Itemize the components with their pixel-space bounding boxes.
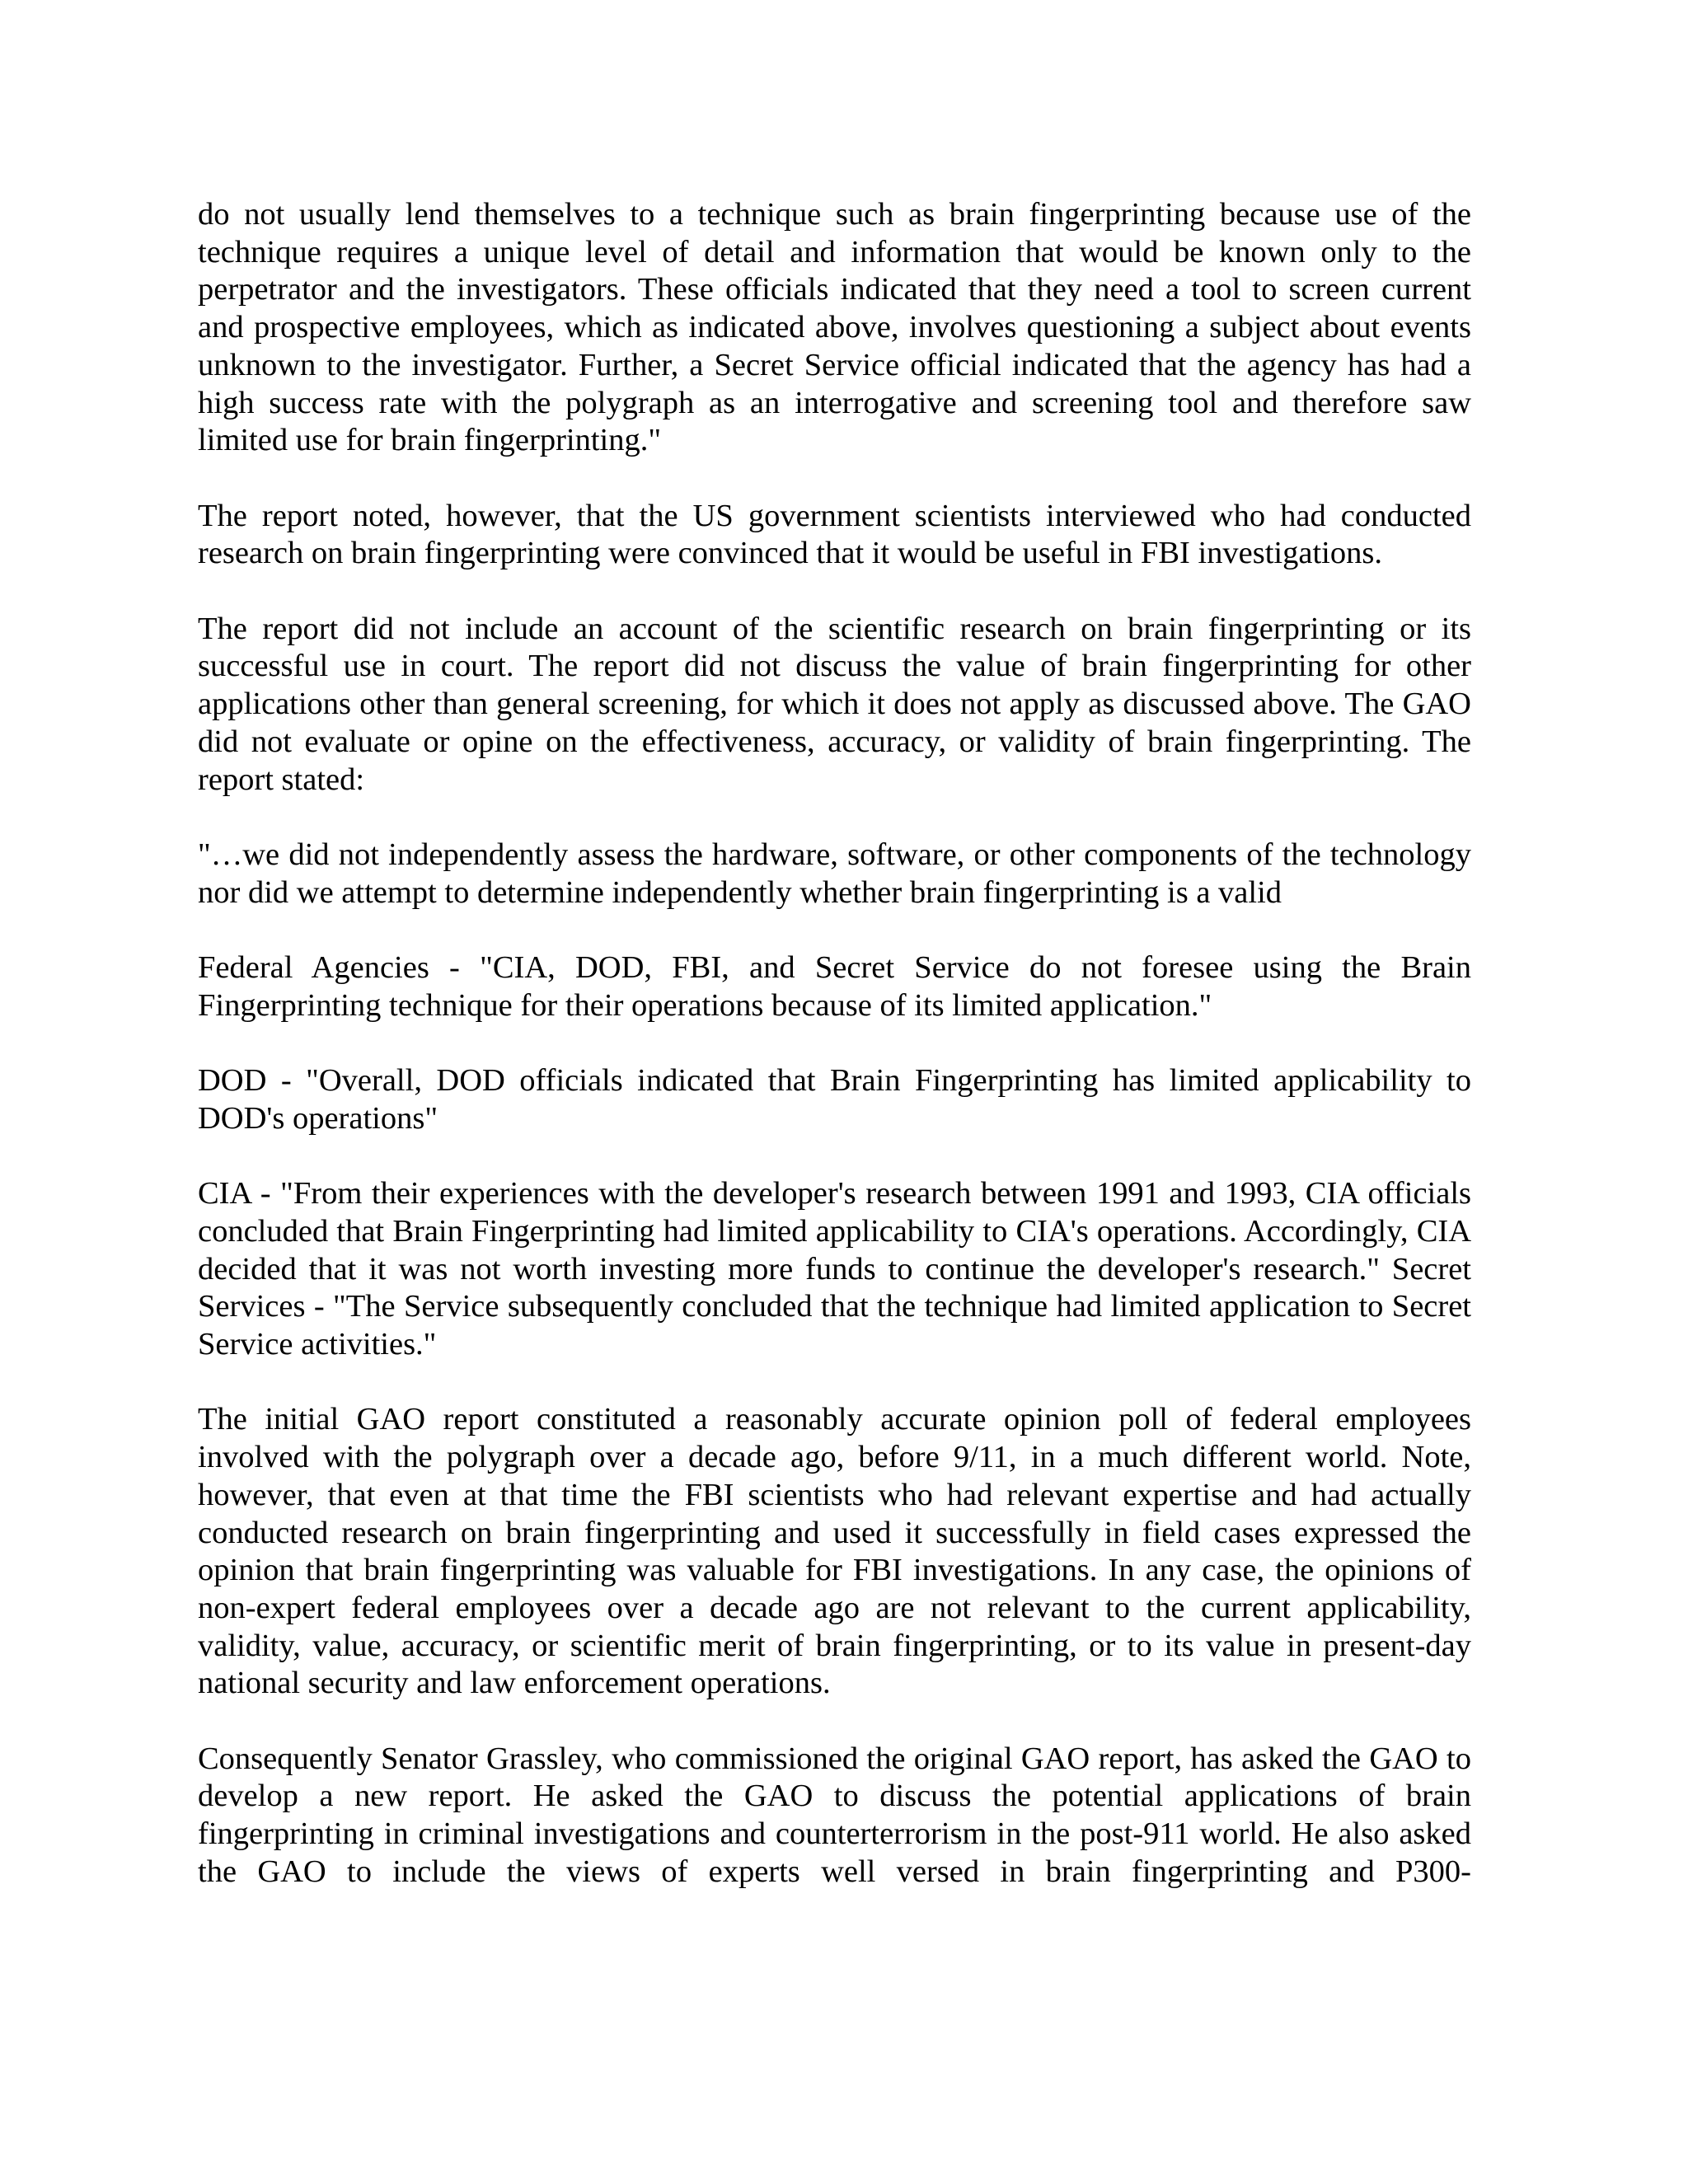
paragraph-dod: DOD - "Overall, DOD officials indicated that Brain Fingerprinting has limited applicability to DOD's operations": [198, 1063, 1471, 1136]
paragraph-initial-gao-report: The initial GAO report constituted a reasonably accurate opinion poll of federal employees involved with the polygraph over a decade ago, before 9/11, in a much different world. Note, however, that even at that time the FBI scientists who had relevant expertise and had actually conducted research on brain fingerprinting and used it successfully in field cases expressed the opinion that brain fingerprinting was valuable for FBI investigations. In any case, the opinions of non-expert federal employees over a decade ago are not relevant to the current applicability, validity, value, accuracy, or scientific merit of brain fingerprinting, or to its value in present-day national security and law enforcement operations.: [198, 1402, 1471, 1701]
document-body: [198, 196, 1471, 1891]
paragraph-report-omissions: The report did not include an account of the scientific research on brain fingerprinting or its successful use in court. The report did not discuss the value of brain fingerprinting for other applications other than general screening, for which it does not apply as discussed above. The GAO did not evaluate or opine on the effectiveness, accuracy, or validity of brain fingerprinting. The report stated:: [198, 611, 1471, 797]
paragraph-screening-tool: do not usually lend themselves to a technique such as brain fingerprinting because use of the technique requires a unique level of detail and information that would be known only to the perpetrator and the investigators. These officials indicated that they need a tool to screen current and prospective employees, which as indicated above, involves questioning a subject about events unknown to the investigator. Further, a Secret Service official indicated that the agency has had a high success rate with the polygraph as an interrogative and screening tool and therefore saw limited use for brain fingerprinting.": [198, 197, 1471, 458]
paragraph-federal-agencies: Federal Agencies - "CIA, DOD, FBI, and Secret Service do not foresee using the Brain Fingerprinting technique for their operations because of its limited application.": [198, 950, 1471, 1023]
paragraph-scientists-convinced: The report noted, however, that the US government scientists interviewed who had conducted research on brain fingerprinting were convinced that it would be useful in FBI investigations.: [198, 498, 1471, 571]
paragraph-senator-grassley: Consequently Senator Grassley, who commissioned the original GAO report, has asked the GAO to develop a new report. He asked the GAO to discuss the potential applications of brain fingerprinting in criminal investigations and counterterrorism in the post-911 world. He also asked the GAO to include the views of experts well versed in brain fingerprinting and P300-: [198, 1741, 1471, 1889]
paragraph-cia-secret-service: CIA - "From their experiences with the developer's research between 1991 and 1993, CIA officials concluded that Brain Fingerprinting had limited applicability to CIA's operations. Accordingly, CIA decided that it was not worth investing more funds to continue the developer's research." Secret Services - "The Service subsequently concluded that the technique had limited application to Secret Service activities.": [198, 1176, 1471, 1361]
paragraph-gao-quote: "…we did not independently assess the hardware, software, or other components of the technology nor did we attempt to determine independently whether brain fingerprinting is a valid: [198, 837, 1471, 910]
